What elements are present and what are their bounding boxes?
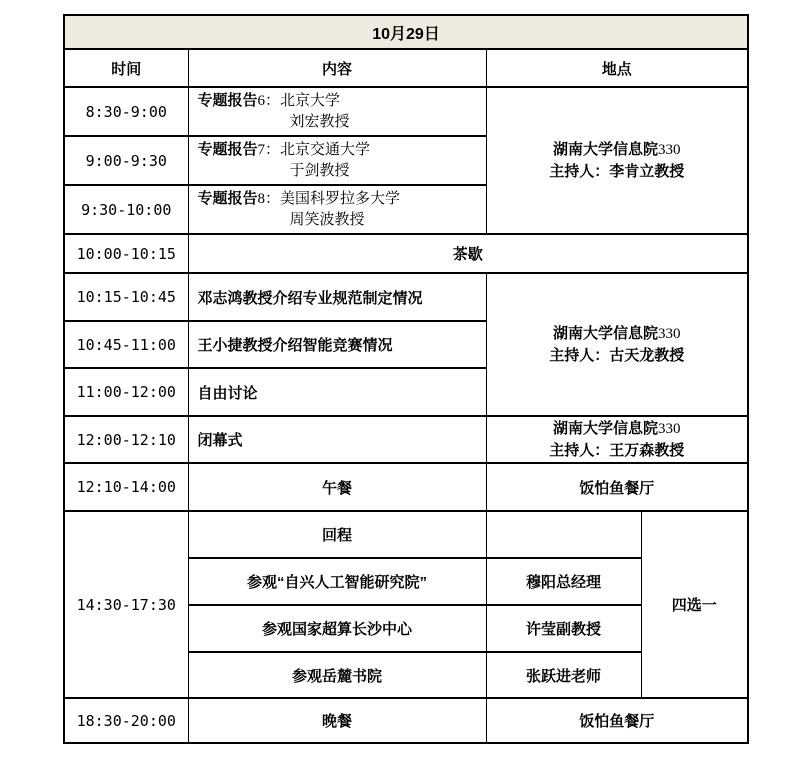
location-room: 330 [658,141,681,158]
talk-organization: 美国科罗拉多大学 [280,191,401,207]
talk-title-line [198,188,482,210]
location-host: 主持人：古天龙教授 [549,346,685,364]
session-location-cell [486,416,748,463]
talk-title-line [198,90,482,112]
time-cell: 9:00-9:30 [64,136,188,185]
time-cell: 11:00-12:00 [64,368,188,416]
time-cell: 14:30-17:30 [64,511,188,698]
location-venue-line [487,139,748,161]
header-content-cell: 内容 [188,49,486,87]
location-host: 主持人：王万森教授 [549,441,685,459]
visit-option-cell: 回程 [188,511,486,558]
talk-number: 7： [257,142,281,158]
visit-option-cell: 参观国家超算长沙中心 [188,605,486,652]
location-room: 330 [658,420,681,437]
header-time-cell: 时间 [64,49,188,87]
header-location-cell: 地点 [486,49,748,87]
choice-note-cell: 四选一 [641,511,748,698]
activity-content-cell: 邓志鸿教授介绍专业规范制定情况 [188,273,486,321]
location-venue-line [487,323,748,345]
time-cell: 10:15-10:45 [64,273,188,321]
date-title: 10月29日 [64,15,748,49]
visit-option-cell: 参观“自兴人工智能研究院” [188,558,486,605]
visit-option-cell: 参观岳麓书院 [188,652,486,698]
location-venue: 湖南大学信息院 [553,140,659,158]
talk-content-cell [188,136,486,185]
activity-content-cell: 闭幕式 [188,416,486,463]
talk-content-cell [188,185,486,234]
schedule-table [63,14,749,744]
guide-cell: 穆阳总经理 [486,558,641,605]
talk-organization: 北京交通大学 [280,142,371,158]
talk-label: 专题报告 [197,141,258,158]
guide-cell [486,511,641,558]
talk-speaker: 于剑教授 [289,163,350,179]
time-cell: 12:00-12:10 [64,416,188,463]
time-cell: 10:45-11:00 [64,321,188,368]
time-cell: 10:00-10:15 [64,234,188,273]
activity-content-cell: 王小捷教授介绍智能竞赛情况 [188,321,486,368]
time-cell: 12:10-14:00 [64,463,188,511]
meal-content-cell: 晚餐 [188,698,486,743]
talk-label: 专题报告 [197,190,258,207]
meal-content-cell: 午餐 [188,463,486,511]
location-venue-line [487,418,748,440]
session-location-cell [486,273,748,416]
time-cell: 8:30-9:00 [64,87,188,136]
talk-organization: 北京大学 [280,93,341,109]
meal-location-cell: 饭怕鱼餐厅 [486,463,748,511]
time-cell: 9:30-10:00 [64,185,188,234]
location-venue: 湖南大学信息院 [553,419,659,437]
location-venue: 湖南大学信息院 [553,324,659,342]
guide-cell: 张跃进老师 [486,652,641,698]
talk-number: 8： [257,191,281,207]
talk-speaker: 周笑波教授 [289,212,365,228]
session-location-cell [486,87,748,234]
talk-speaker: 刘宏教授 [289,114,350,130]
location-host: 主持人：李肯立教授 [549,162,685,180]
talk-content-cell [188,87,486,136]
location-room: 330 [658,325,681,342]
talk-label: 专题报告 [197,92,258,109]
talk-title-line [198,139,482,161]
talk-number: 6： [257,93,281,109]
tea-break-cell: 茶歇 [188,234,748,273]
activity-content-cell: 自由讨论 [188,368,486,416]
guide-cell: 许莹副教授 [486,605,641,652]
meal-location-cell: 饭怕鱼餐厅 [486,698,748,743]
time-cell: 18:30-20:00 [64,698,188,743]
